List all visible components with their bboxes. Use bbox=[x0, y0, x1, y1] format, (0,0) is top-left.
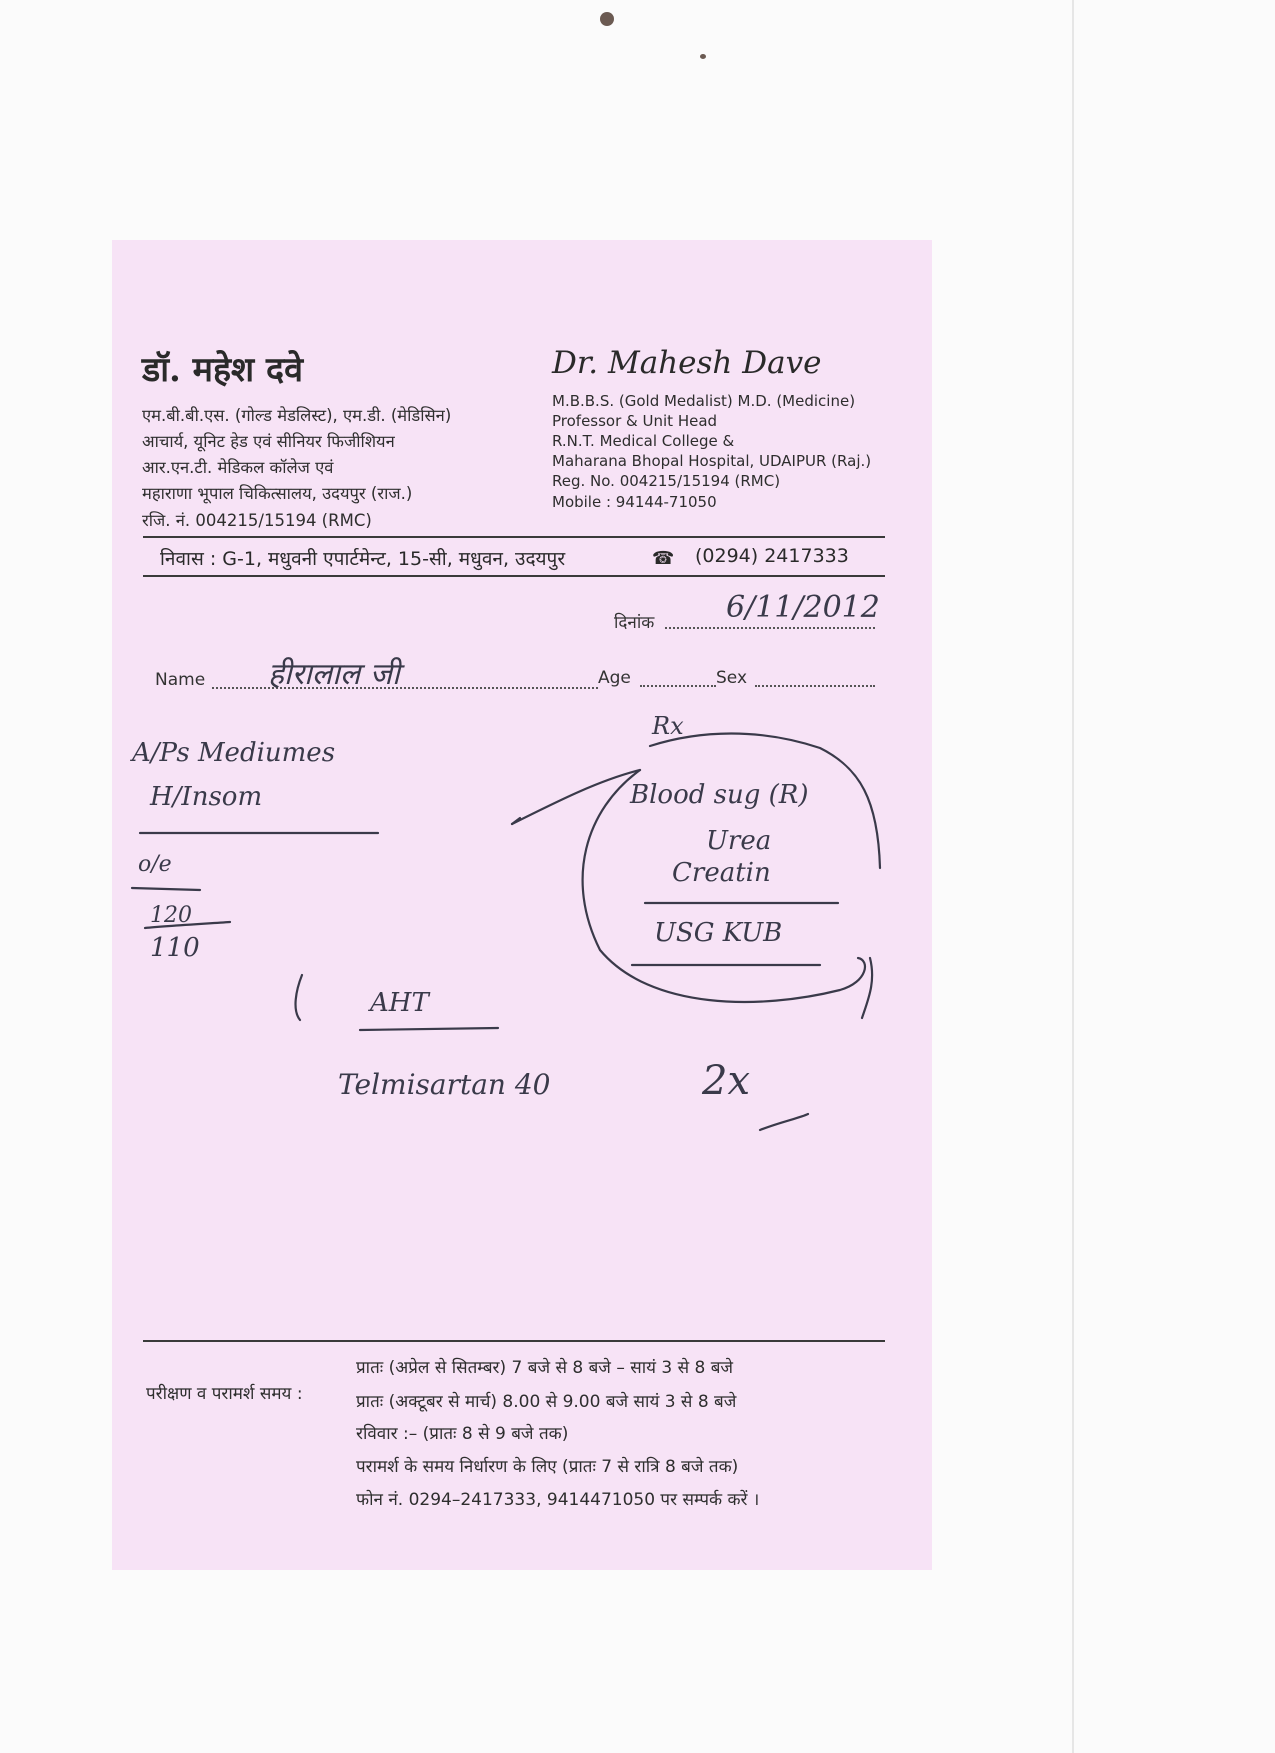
dose-frequency: 2x bbox=[702, 1058, 751, 1104]
bp-divider bbox=[145, 922, 230, 928]
footer-rule bbox=[143, 1340, 885, 1342]
doctor-college-hindi: आर.एन.टी. मेडिकल कॉलेज एवं bbox=[142, 458, 334, 477]
circle-upper-arc bbox=[650, 734, 880, 869]
tick-line bbox=[512, 770, 640, 824]
telephone-icon: ☎ bbox=[652, 548, 675, 569]
doctor-qualification-hindi: एम.बी.बी.एस. (गोल्ड मेडलिस्ट), एम.डी. (मेडिसिन) bbox=[142, 406, 452, 425]
name-label: Name bbox=[155, 670, 206, 690]
appointment-phone: फोन नं. 0294–2417333, 9414471050 पर सम्पर्क करें । bbox=[356, 1490, 760, 1510]
hours-apr-sep: प्रातः (अप्रेल से सितम्बर) 7 बजे से 8 बजे – सायं 3 से 8 बजे bbox=[356, 1358, 734, 1378]
hours-oct-mar: प्रातः (अक्टूबर से मार्च) 8.00 से 9.00 बजे सायं 3 से 8 बजे bbox=[356, 1392, 737, 1412]
doctor-title-english: Professor & Unit Head bbox=[552, 412, 718, 430]
patient-name: हीरालाल जी bbox=[268, 657, 400, 692]
doctor-name-hindi: डॉ. महेश दवे bbox=[142, 350, 303, 390]
circle-lower-arc bbox=[583, 770, 865, 1002]
doctor-qualification-english: M.B.B.S. (Gold Medalist) M.D. (Medicine) bbox=[552, 392, 856, 410]
residence-phone: (0294) 2417333 bbox=[695, 545, 849, 567]
bracket-stroke bbox=[296, 975, 302, 1020]
consultation-hours-label: परीक्षण व परामर्श समय : bbox=[146, 1384, 303, 1404]
doctor-college-english: R.N.T. Medical College & bbox=[552, 432, 735, 450]
diagnosis: AHT bbox=[370, 988, 429, 1018]
date-value: 6/11/2012 bbox=[726, 590, 880, 625]
hours-sunday: रविवार :– (प्रातः 8 से 9 बजे तक) bbox=[356, 1424, 569, 1444]
complaint-line-1: A/Ps Mediumes bbox=[132, 738, 336, 768]
investigation-blood-sugar: Blood sug (R) bbox=[630, 780, 809, 810]
doctor-hospital-hindi: महाराणा भूपाल चिकित्सालय, उदयपुर (राज.) bbox=[142, 484, 413, 503]
doctor-reg-english: Reg. No. 004215/15194 (RMC) bbox=[552, 472, 781, 490]
investigation-usg-kub: USG KUB bbox=[654, 918, 783, 948]
date-label: दिनांक bbox=[614, 613, 655, 633]
complaint-line-2: H/Insom bbox=[150, 782, 263, 812]
underline-oe bbox=[132, 888, 200, 890]
doctor-title-hindi: आचार्य, यूनिट हेड एवं सीनियर फिजीशियन bbox=[142, 432, 395, 451]
on-examination: o/e bbox=[138, 852, 172, 877]
investigation-urea: Urea bbox=[706, 826, 772, 856]
doctor-reg-hindi: रजि. नं. 004215/15194 (RMC) bbox=[142, 511, 372, 530]
underline-diagnosis bbox=[360, 1028, 498, 1030]
residence-address: निवास : G-1, मधुवनी एपार्टमेन्ट, 15-सी, मधुवन, उदयपुर bbox=[160, 548, 566, 570]
doctor-hospital-english: Maharana Bhopal Hospital, UDAIPUR (Raj.) bbox=[552, 452, 872, 470]
rx-symbol: Rx bbox=[652, 712, 684, 740]
doctor-mobile: Mobile : 94144-71050 bbox=[552, 493, 717, 511]
bp-diastolic: 110 bbox=[150, 933, 200, 963]
age-label: Age bbox=[598, 668, 631, 688]
underline-dose bbox=[760, 1114, 808, 1130]
sex-label: Sex bbox=[716, 668, 748, 688]
appointment-note: परामर्श के समय निर्धारण के लिए (प्रातः 7 से रात्रि 8 बजे तक) bbox=[356, 1457, 739, 1477]
drug-prescribed: Telmisartan 40 bbox=[338, 1068, 551, 1101]
bp-systolic: 120 bbox=[150, 903, 192, 928]
investigation-creatinine: Creatin bbox=[672, 858, 771, 888]
circle-tail bbox=[862, 958, 872, 1018]
doctor-name-english: Dr. Mahesh Dave bbox=[552, 345, 822, 381]
